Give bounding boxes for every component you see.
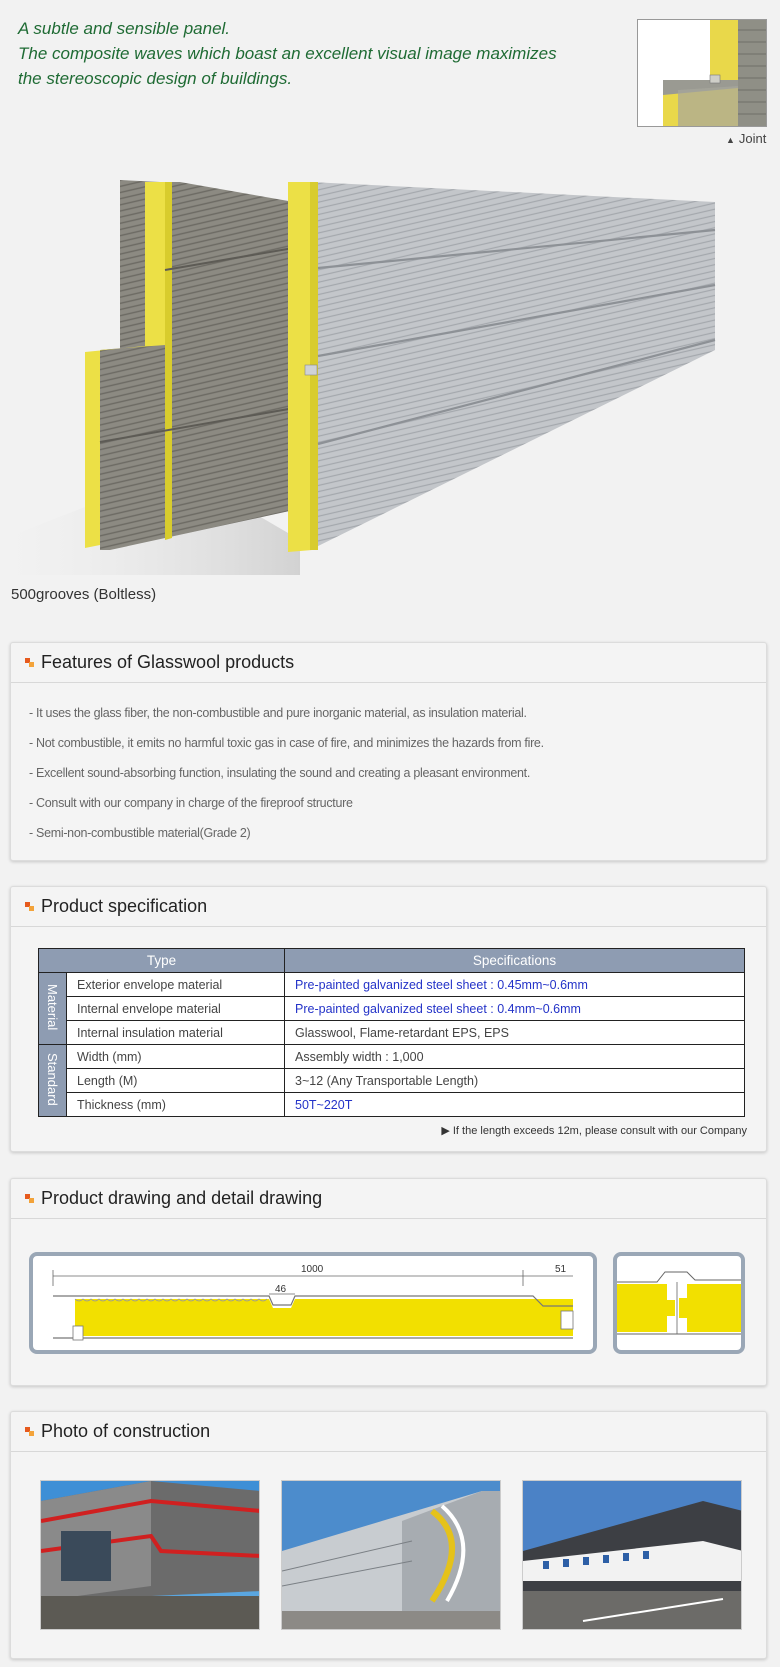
square-bullet-icon [25, 658, 34, 667]
group-standard: Standard [39, 1045, 67, 1117]
list-item: - Semi-non-combustible material(Grade 2) [29, 826, 251, 840]
row-type: Exterior envelope material [67, 973, 285, 997]
row-value: Pre-painted galvanized steel sheet : 0.4mm~0.6mm [285, 997, 745, 1021]
spec-note: ▶ If the length exceeds 12m, please consult with our Company [441, 1125, 747, 1137]
square-bullet-icon [25, 1427, 34, 1436]
construction-photo [522, 1480, 742, 1630]
drawing-title: Product drawing and detail drawing [41, 1188, 323, 1208]
type-header: Type [39, 949, 285, 973]
construction-photo [281, 1480, 501, 1630]
construction-photo [40, 1480, 260, 1630]
row-type: Length (M) [67, 1069, 285, 1093]
list-item: - It uses the glass fiber, the non-combustible and pure inorganic material, as insulation material. [29, 706, 527, 720]
spec-header [11, 887, 766, 927]
intro-line: A subtle and sensible panel. [18, 19, 231, 38]
features-header [11, 643, 766, 683]
features-list [11, 683, 766, 848]
list-item: - Not combustible, it emits no harmful toxic gas in case of fire, and minimizes the hazards from fire. [29, 736, 544, 750]
drawing-panel [10, 1178, 767, 1386]
features-title: Features of Glasswool products [41, 652, 295, 672]
table-row [39, 1045, 745, 1069]
row-value: Pre-painted galvanized steel sheet : 0.45mm~0.6mm [285, 973, 745, 997]
joint-caption [726, 131, 766, 146]
row-value: Assembly width : 1,000 [285, 1045, 745, 1069]
table-header-row [39, 949, 745, 973]
row-type: Internal envelope material [67, 997, 285, 1021]
photos-title: Photo of construction [41, 1421, 211, 1441]
intro-line: the stereoscopic design of buildings. [18, 69, 293, 88]
table-row [39, 1093, 745, 1117]
dim-width-label: 1000 [301, 1264, 324, 1275]
row-value: Glasswool, Flame-retardant EPS, EPS [285, 1021, 745, 1045]
spec-title: Product specification [41, 896, 208, 916]
photos-header [11, 1412, 766, 1452]
table-row [39, 997, 745, 1021]
list-item: - Consult with our company in charge of the fireproof structure [29, 796, 353, 810]
row-type: Internal insulation material [67, 1021, 285, 1045]
row-value: 50T~220T [285, 1093, 745, 1117]
joint-detail-drawing [613, 1252, 745, 1354]
intro-line: The composite waves which boast an excellent visual image maximizes [18, 44, 557, 63]
spec-table [38, 948, 745, 1117]
square-bullet-icon [25, 1194, 34, 1203]
row-type: Width (mm) [67, 1045, 285, 1069]
hero-panel-image [0, 170, 780, 575]
joint-label: Joint [738, 131, 767, 146]
spec-panel [10, 886, 767, 1152]
intro-text [18, 16, 578, 91]
dim-edge-label: 51 [555, 1264, 567, 1275]
table-row [39, 1069, 745, 1093]
hero-caption: 500grooves (Boltless) [11, 586, 157, 603]
section-drawing [29, 1252, 597, 1354]
drawing-header [11, 1179, 766, 1219]
row-value: 3~12 (Any Transportable Length) [285, 1069, 745, 1093]
list-item: - Excellent sound-absorbing function, insulating the sound and creating a pleasant environment. [29, 766, 531, 780]
features-panel [10, 642, 767, 861]
row-type: Thickness (mm) [67, 1093, 285, 1117]
table-row [39, 1021, 745, 1045]
joint-image [637, 19, 767, 127]
photos-panel [10, 1411, 767, 1659]
table-row [39, 973, 745, 997]
group-material: Material [39, 973, 67, 1045]
dim-groove-label: 46 [275, 1284, 287, 1295]
specs-header: Specifications [285, 949, 745, 973]
square-bullet-icon [25, 902, 34, 911]
triangle-up-icon: ▲ [726, 135, 735, 145]
